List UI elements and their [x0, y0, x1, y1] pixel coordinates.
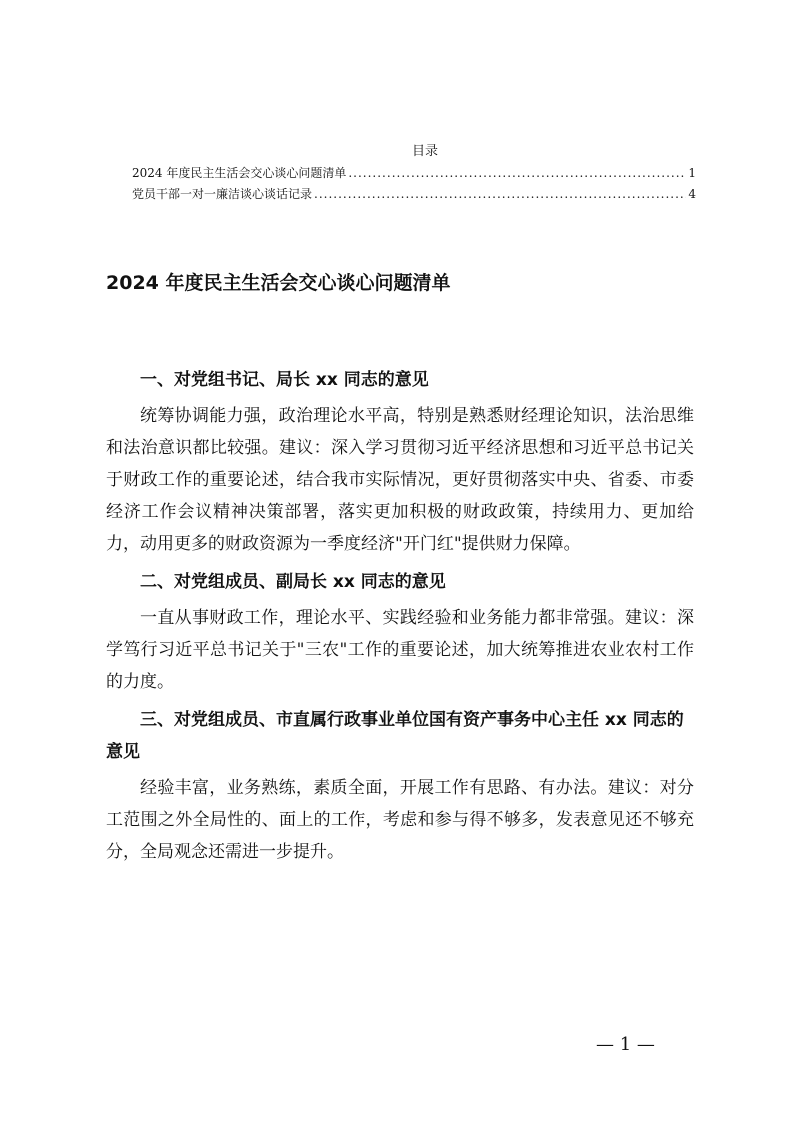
toc-entry[interactable] [132, 184, 696, 205]
page-number: — 1 — [596, 1034, 655, 1055]
section-heading: 二、对党组成员、副局长 xx 同志的意见 [140, 572, 446, 592]
section-heading: 一、对党组书记、局长 xx 同志的意见 [140, 370, 429, 390]
toc-entry-page: 4 [688, 187, 696, 201]
section-paragraph: 统筹协调能力强，政治理论水平高，特别是熟悉财经理论知识，法治思维和法治意识都比较强。建议：深入学习贯彻习近平经济思想和习近平总书记关于财政工作的重要论述，结合我市实际情况，更好贯彻落实中央、省委、市委经济工作会议精神决策部署，落实更加积极的财政政策，持续用力、更加给力，动用更多的财政资源为一季度经济"开门红"提供财力保障。 [106, 406, 694, 554]
toc-leader-dots [348, 163, 686, 184]
toc-entry-label: 党员干部一对一廉洁谈心谈话记录 [132, 187, 313, 201]
section-paragraph: 经验丰富，业务熟练，素质全面，开展工作有思路、有办法。建议：对分工范围之外全局性的、面上的工作，考虑和参与得不够多，发表意见还不够充分，全局观念还需进一步提升。 [106, 778, 694, 862]
toc-entry-label: 2024 年度民主生活会交心谈心问题清单 [132, 166, 347, 180]
toc-entry-page: 1 [688, 166, 696, 180]
toc-title: 目录 [411, 144, 438, 159]
section-heading: 三、对党组成员、市直属行政事业单位国有资产事务中心主任 xx 同志的意见 [106, 710, 684, 762]
toc-entry[interactable] [132, 163, 696, 184]
toc-leader-dots [314, 184, 686, 205]
document-body [106, 364, 694, 874]
table-of-contents [132, 140, 696, 205]
section-paragraph: 一直从事财政工作，理论水平、实践经验和业务能力都非常强。建议：深学笃行习近平总书记关于"三农"工作的重要论述，加大统筹推进农业农村工作的力度。 [106, 608, 694, 692]
document-title: 2024 年度民主生活会交心谈心问题清单 [106, 272, 451, 294]
